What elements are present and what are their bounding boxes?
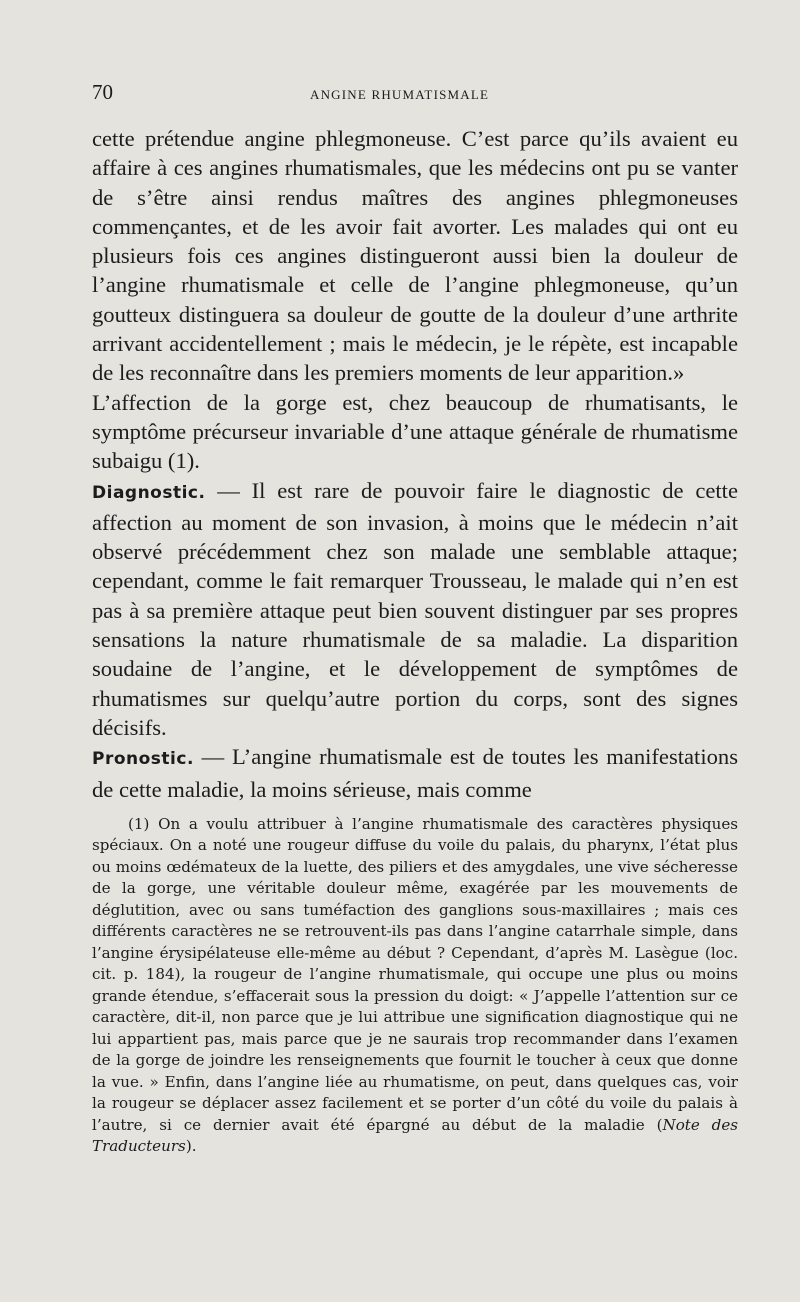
diagnostic-heading: Diagnostic.	[92, 482, 206, 503]
footnote-text	[92, 814, 738, 1158]
main-text	[92, 124, 738, 804]
paragraph-1: cette prétendue angine phlegmoneuse. C’est parce qu’ils avaient eu affaire à ces angines rhumatismales, que les médecins ont pu se vanter de s’être ainsi rendus maîtres des angines phlegmoneuses commençantes, et de les avoir fait avorter. Les malades qui ont eu plusieurs fois ces angines distingueront aussi bien la douleur de l’angine rhumatismale et celle de l’angine phlegmoneuse, qu’un goutteux distinguera sa douleur de goutte de la douleur d’une arthrite arrivant accidentellement ; mais le médecin, je le répète, est incapable de les reconnaître dans les premiers moments de leur apparition.»	[92, 126, 738, 386]
page-number: 70	[92, 80, 113, 104]
footnote-note-label: Note des Traducteurs	[92, 1115, 738, 1156]
page-header	[92, 80, 738, 110]
pronostic-paragraph	[92, 742, 738, 804]
diagnostic-text: — Il est rare de pouvoir faire le diagnostic de cette affection au moment de son invasion, à moins que le médecin n’ait observé précédemment chez son malade une semblable attaque; cependant, comme le fait remarquer Trousseau, le malade qui n’en est pas à sa première attaque peut bien souvent distinguer par ses propres sensations la nature rhumatismale de sa maladie. La disparition soudaine de l’angine, et le développement de symptômes de rhumatismes sur quelqu’autre portion du corps, sont des signes décisifs.	[92, 477, 738, 740]
running-title: ANGINE RHUMATISMALE	[310, 87, 490, 102]
book-page	[92, 80, 738, 1158]
footnote-closing: ).	[185, 1137, 197, 1156]
footnote	[92, 814, 738, 1158]
paragraph-2: L’affection de la gorge est, chez beaucoup de rhumatisants, le symptôme précurseur invariable d’une attaque générale de rhumatisme subaigu (1).	[92, 389, 738, 474]
footnote-body: (1) On a voulu attribuer à l’angine rhumatismale des caractères physiques spéciaux. On a noté une rougeur diffuse du voile du palais, du pharynx, l’état plus ou moins œdémateux de la luette, des piliers et des amygdales, une vive sécheresse de la gorge, une véritable douleur même, exagérée par les mouvements de déglutition, avec ou sans tuméfaction des ganglions sous-maxillaires ; mais ces différents caractères ne se retrouvent-ils pas dans l’angine catarrhale simple, dans l’angine érysipélateuse elle-même au début ? Cependant, d’après M. Lasègue (loc. cit. p. 184), la rougeur de l’angine rhumatismale, qui occupe une plus ou moins grande étendue, s’effacerait sous la pression du doigt: « J’appelle l’attention sur ce caractère, dit-il, non parce que je lui attribue une signification diagnostique qui ne lui appartient pas, mais parce que je ne saurais trop recommander dans l’examen de la gorge de joindre les renseignements que fournit le toucher à ceux que donne la vue. » Enfin, dans l’angine liée au rhumatisme, on peut, dans quelques cas, voir la rougeur se déplacer assez facilement et se porter d’un côté du voile du palais à l’autre, si ce dernier avait été épargné au début de la maladie (	[92, 814, 738, 1134]
pronostic-heading: Pronostic.	[92, 749, 194, 770]
pronostic-text: — L’angine rhumatismale est de toutes les manifestations de cette maladie, la moins sérieuse, mais comme	[92, 744, 738, 802]
diagnostic-paragraph	[92, 476, 738, 743]
